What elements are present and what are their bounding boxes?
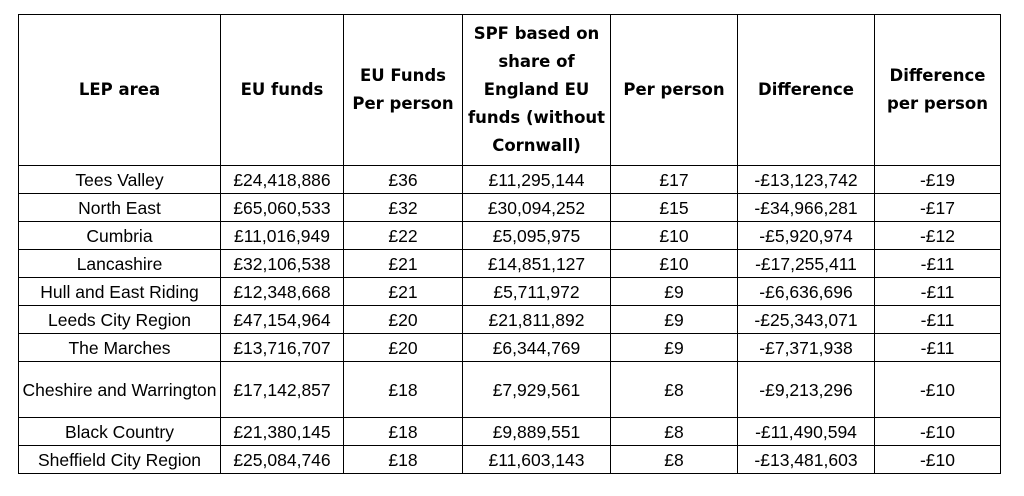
cell-difference-per-person: -£12 — [875, 222, 1001, 250]
table-row — [19, 362, 1001, 418]
cell-eu-funds-per-person: £21 — [344, 250, 463, 278]
cell-difference-per-person: -£10 — [875, 362, 1001, 418]
cell-difference: -£25,343,071 — [738, 306, 875, 334]
cell-difference: -£5,920,974 — [738, 222, 875, 250]
cell-lep-area: The Marches — [19, 334, 221, 362]
cell-per-person: £10 — [611, 222, 738, 250]
cell-eu-funds: £12,348,668 — [221, 278, 344, 306]
table-row — [19, 222, 1001, 250]
header-row — [19, 15, 1001, 166]
cell-spf-share: £14,851,127 — [463, 250, 611, 278]
cell-spf-share: £11,603,143 — [463, 446, 611, 474]
cell-lep-area: Lancashire — [19, 250, 221, 278]
cell-eu-funds: £24,418,886 — [221, 166, 344, 194]
table-row — [19, 446, 1001, 474]
cell-per-person: £17 — [611, 166, 738, 194]
cell-spf-share: £11,295,144 — [463, 166, 611, 194]
cell-eu-funds-per-person: £32 — [344, 194, 463, 222]
cell-eu-funds: £32,106,538 — [221, 250, 344, 278]
table-row — [19, 306, 1001, 334]
cell-per-person: £9 — [611, 278, 738, 306]
cell-eu-funds: £25,084,746 — [221, 446, 344, 474]
cell-difference-per-person: -£17 — [875, 194, 1001, 222]
cell-lep-area: Cheshire and Warrington — [19, 362, 221, 418]
cell-eu-funds: £17,142,857 — [221, 362, 344, 418]
table-row — [19, 278, 1001, 306]
cell-difference: -£13,481,603 — [738, 446, 875, 474]
cell-per-person: £15 — [611, 194, 738, 222]
cell-lep-area: Sheffield City Region — [19, 446, 221, 474]
cell-lep-area: Cumbria — [19, 222, 221, 250]
cell-eu-funds: £21,380,145 — [221, 418, 344, 446]
header-per-person: Per person — [611, 15, 738, 166]
cell-eu-funds: £65,060,533 — [221, 194, 344, 222]
cell-difference-per-person: -£10 — [875, 446, 1001, 474]
cell-difference-per-person: -£11 — [875, 334, 1001, 362]
cell-difference: -£11,490,594 — [738, 418, 875, 446]
cell-difference-per-person: -£10 — [875, 418, 1001, 446]
cell-spf-share: £21,811,892 — [463, 306, 611, 334]
cell-eu-funds-per-person: £20 — [344, 306, 463, 334]
table-row — [19, 334, 1001, 362]
header-eu-funds-per-person: EU Funds Per person — [344, 15, 463, 166]
cell-eu-funds: £11,016,949 — [221, 222, 344, 250]
cell-per-person: £10 — [611, 250, 738, 278]
cell-difference: -£13,123,742 — [738, 166, 875, 194]
header-eu-funds: EU funds — [221, 15, 344, 166]
cell-spf-share: £6,344,769 — [463, 334, 611, 362]
cell-lep-area: Leeds City Region — [19, 306, 221, 334]
header-lep-area: LEP area — [19, 15, 221, 166]
cell-difference: -£6,636,696 — [738, 278, 875, 306]
cell-difference: -£17,255,411 — [738, 250, 875, 278]
cell-spf-share: £5,095,975 — [463, 222, 611, 250]
table-row — [19, 250, 1001, 278]
cell-difference-per-person: -£11 — [875, 250, 1001, 278]
cell-eu-funds-per-person: £20 — [344, 334, 463, 362]
cell-eu-funds: £13,716,707 — [221, 334, 344, 362]
cell-lep-area: Tees Valley — [19, 166, 221, 194]
cell-difference-per-person: -£11 — [875, 278, 1001, 306]
cell-eu-funds-per-person: £18 — [344, 446, 463, 474]
cell-spf-share: £30,094,252 — [463, 194, 611, 222]
cell-eu-funds-per-person: £36 — [344, 166, 463, 194]
cell-lep-area: Hull and East Riding — [19, 278, 221, 306]
cell-per-person: £9 — [611, 334, 738, 362]
table-row — [19, 418, 1001, 446]
lep-funding-table — [18, 14, 1001, 474]
cell-difference-per-person: -£19 — [875, 166, 1001, 194]
table-row — [19, 166, 1001, 194]
cell-per-person: £8 — [611, 418, 738, 446]
cell-difference: -£34,966,281 — [738, 194, 875, 222]
cell-difference: -£7,371,938 — [738, 334, 875, 362]
cell-difference-per-person: -£11 — [875, 306, 1001, 334]
cell-lep-area: North East — [19, 194, 221, 222]
header-difference: Difference — [738, 15, 875, 166]
cell-per-person: £8 — [611, 362, 738, 418]
cell-spf-share: £7,929,561 — [463, 362, 611, 418]
cell-eu-funds-per-person: £18 — [344, 362, 463, 418]
cell-spf-share: £9,889,551 — [463, 418, 611, 446]
cell-spf-share: £5,711,972 — [463, 278, 611, 306]
cell-difference: -£9,213,296 — [738, 362, 875, 418]
cell-lep-area: Black Country — [19, 418, 221, 446]
header-difference-per-person: Difference per person — [875, 15, 1001, 166]
cell-eu-funds-per-person: £22 — [344, 222, 463, 250]
table-row — [19, 194, 1001, 222]
cell-per-person: £8 — [611, 446, 738, 474]
cell-per-person: £9 — [611, 306, 738, 334]
cell-eu-funds: £47,154,964 — [221, 306, 344, 334]
header-spf-share: SPF based on share of England EU funds (without Cornwall) — [463, 15, 611, 166]
cell-eu-funds-per-person: £18 — [344, 418, 463, 446]
cell-eu-funds-per-person: £21 — [344, 278, 463, 306]
